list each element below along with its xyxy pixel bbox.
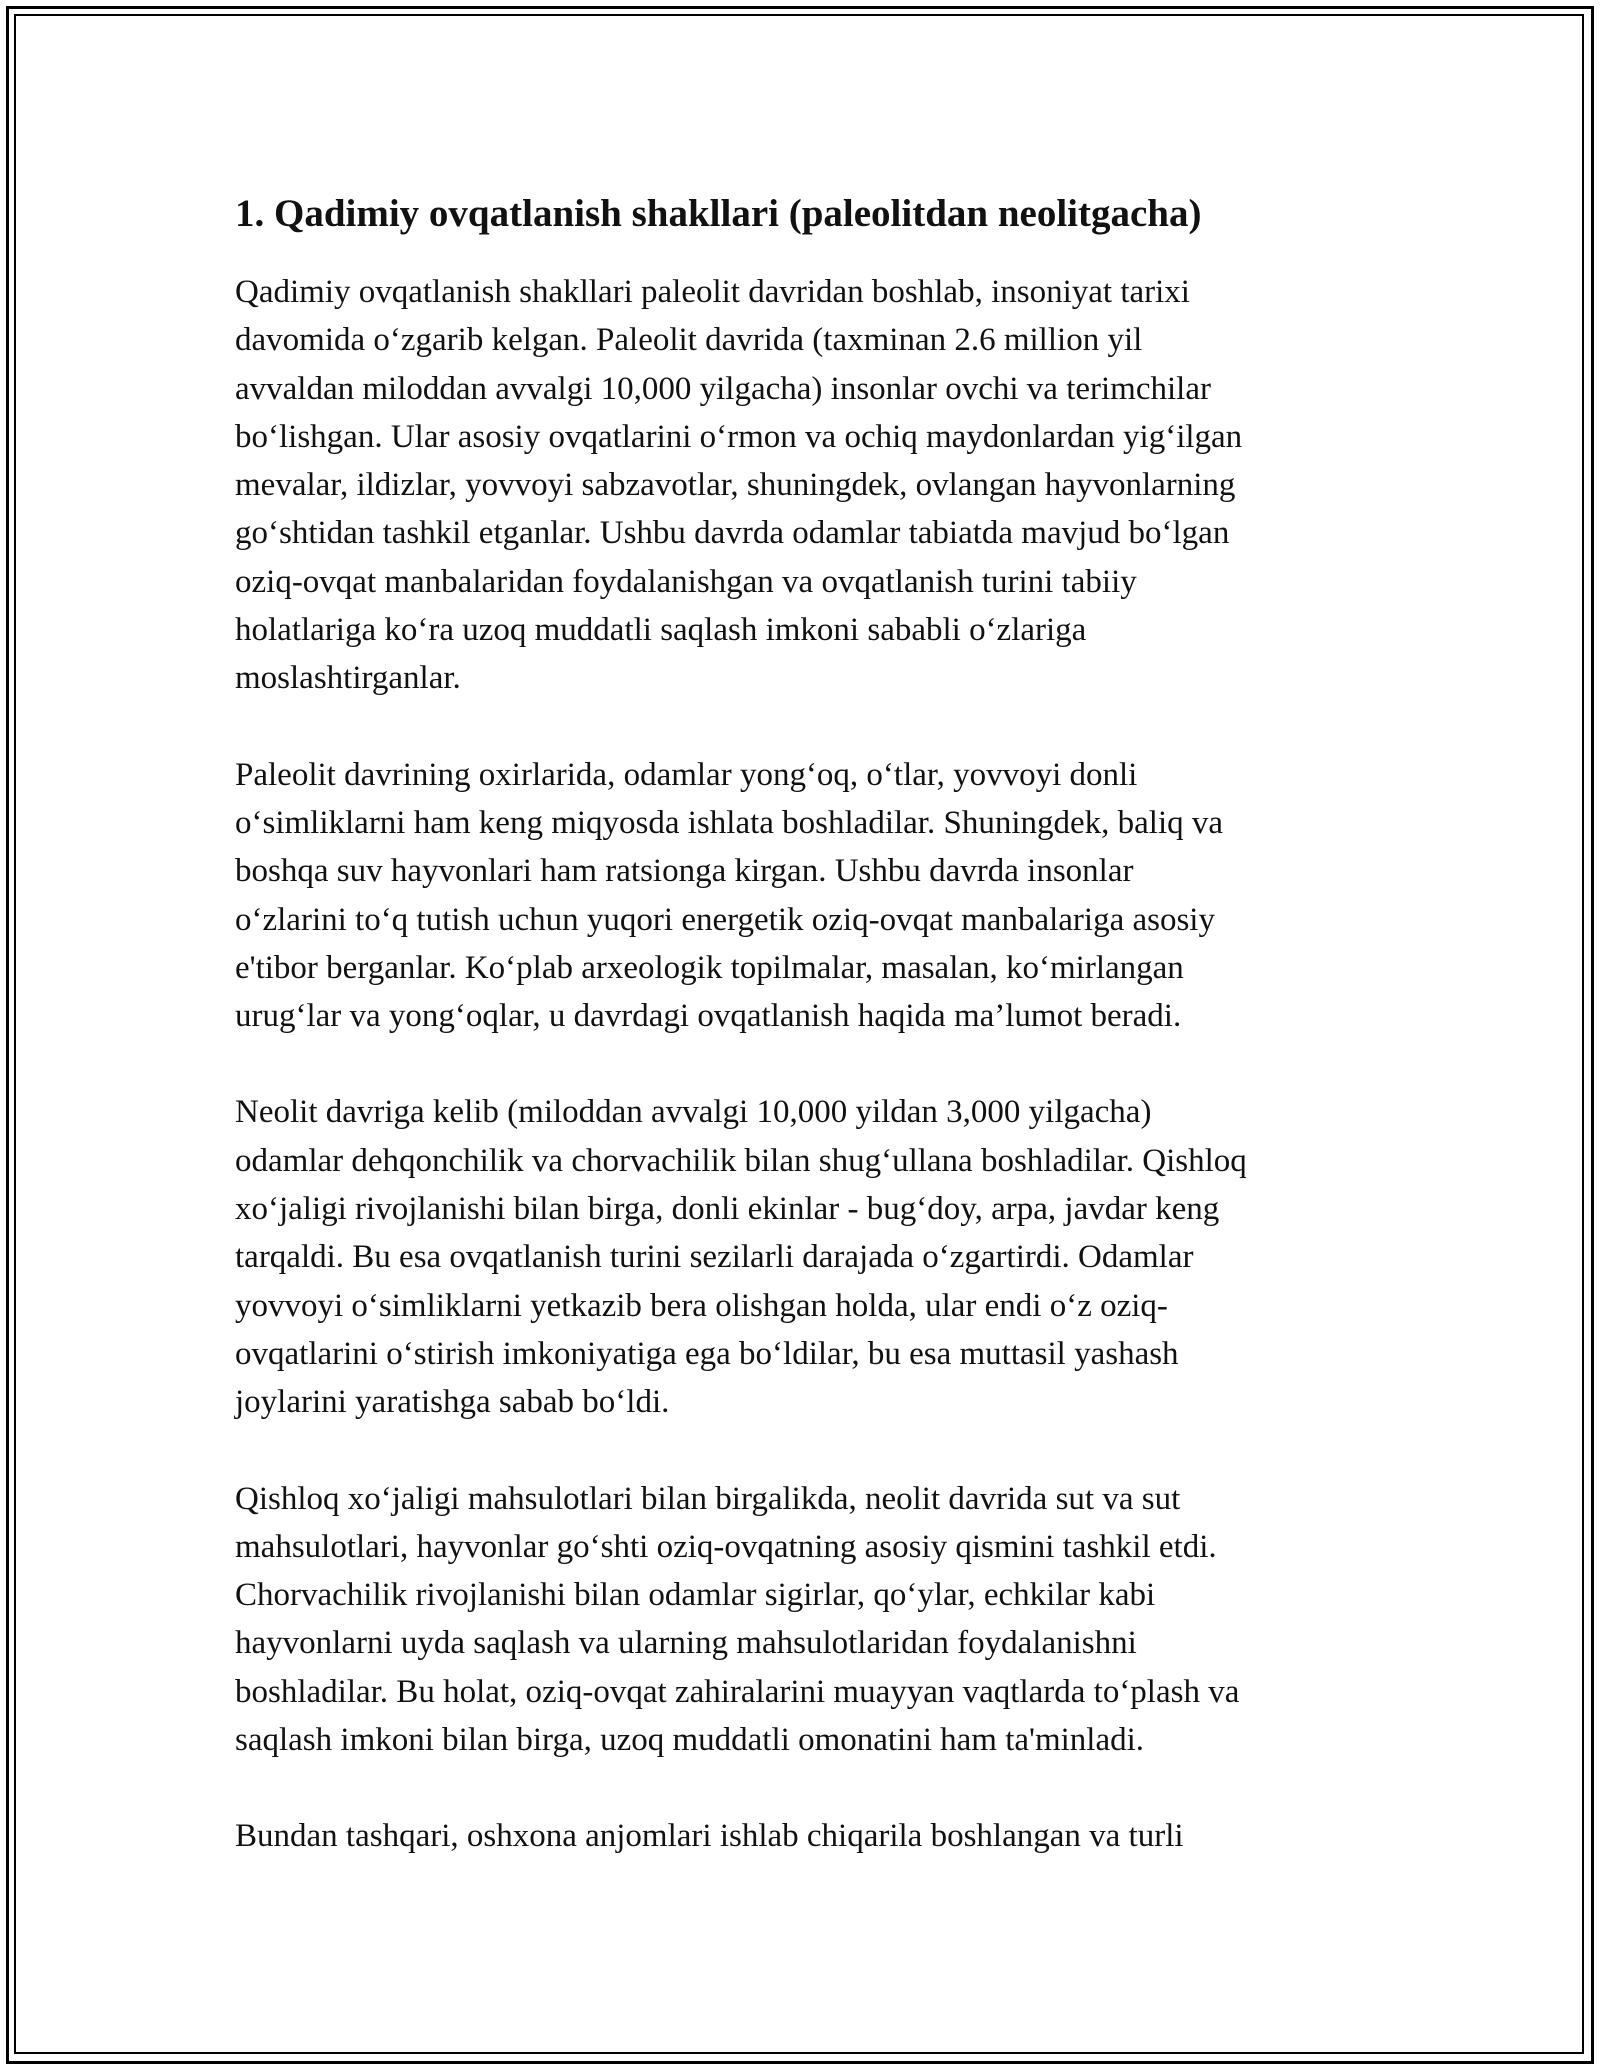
text-line: Chorvachilik rivojlanishi bilan odamlar sigirlar, qo‘ylar, echkilar kabi: [235, 1577, 1156, 1614]
text-line: saqlash imkoni bilan birga, uzoq muddatli omonatini ham ta'minladi.: [235, 1722, 1145, 1759]
text-line: yovvoyi o‘simliklarni yetkazib bera olishgan holda, ular endi o‘z oziq-: [235, 1287, 1168, 1324]
text-line: Paleolit davrining oxirlarida, odamlar yong‘oq, o‘tlar, yovvoyi donli: [235, 756, 1138, 793]
text-line: Qishloq xo‘jaligi mahsulotlari bilan birgalikda, neolit davrida sut va sut: [235, 1480, 1181, 1517]
text-line: Bundan tashqari, oshxona anjomlari ishlab chiqarila boshlangan va turli: [235, 1818, 1184, 1855]
text-line: o‘zlarini to‘q tutish uchun yuqori energetik oziq-ovqat manbalariga asosiy: [235, 901, 1215, 938]
text-line: joylarini yaratishga sabab bo‘ldi.: [235, 1384, 670, 1421]
text-line: ovqatlarini o‘stirish imkoniyatiga ega bo‘ldilar, bu esa muttasil yashash: [235, 1335, 1179, 1372]
text-line: go‘shtidan tashkil etganlar. Ushbu davrda odamlar tabiatda mavjud bo‘lgan: [235, 515, 1230, 552]
paragraph-1: [235, 268, 1395, 703]
text-line: urug‘lar va yong‘oqlar, u davrdagi ovqatlanish haqida ma’lumot beradi.: [235, 998, 1182, 1035]
paragraph-5: [235, 1812, 1395, 1860]
text-line: Neolit davriga kelib (miloddan avvalgi 10,000 yildan 3,000 yilgacha): [235, 1094, 1152, 1131]
text-line: boshqa suv hayvonlari ham ratsionga kirgan. Ushbu davrda insonlar: [235, 853, 1134, 890]
text-line: mevalar, ildizlar, yovvoyi sabzavotlar, shuningdek, ovlangan hayvonlarning: [235, 467, 1236, 504]
text-line: oziq-ovqat manbalaridan foydalanishgan va ovqatlanish turini tabiiy: [235, 563, 1137, 600]
text-line: e'tibor berganlar. Ko‘plab arxeologik topilmalar, masalan, ko‘mirlangan: [235, 949, 1184, 986]
text-line: odamlar dehqonchilik va chorvachilik bilan shug‘ullana boshladilar. Qishloq: [235, 1142, 1247, 1179]
text-line: mahsulotlari, hayvonlar go‘shti oziq-ovqatning asosiy qismini tashkil etdi.: [235, 1528, 1217, 1565]
text-line: holatlariga ko‘ra uzoq muddatli saqlash imkoni sababli o‘zlariga: [235, 612, 1087, 649]
text-line: avvaldan miloddan avvalgi 10,000 yilgacha) insonlar ovchi va terimchilar: [235, 370, 1211, 407]
text-line: hayvonlarni uyda saqlash va ularning mahsulotlaridan foydalanishni: [235, 1625, 1137, 1662]
text-line: moslashtirganlar.: [235, 660, 461, 697]
text-line: bo‘lishgan. Ular asosiy ovqatlarini o‘rmon va ochiq maydonlardan yig‘ilgan: [235, 418, 1243, 455]
text-line: xo‘jaligi rivojlanishi bilan birga, donli ekinlar - bug‘doy, arpa, javdar keng: [235, 1191, 1220, 1228]
paragraph-3: [235, 1088, 1395, 1426]
text-line: tarqaldi. Bu esa ovqatlanish turini sezilarli darajada o‘zgartirdi. Odamlar: [235, 1239, 1194, 1276]
section-heading: 1. Qadimiy ovqatlanish shakllari (paleolitdan neolitgacha): [235, 192, 1202, 235]
text-line: o‘simliklarni ham keng miqyosda ishlata boshladilar. Shuningdek, baliq va: [235, 804, 1224, 841]
text-line: davomida o‘zgarib kelgan. Paleolit davrida (taxminan 2.6 million yil: [235, 322, 1143, 359]
paragraph-4: [235, 1475, 1395, 1765]
text-line: boshladilar. Bu holat, oziq-ovqat zahiralarini muayyan vaqtlarda to‘plash va: [235, 1673, 1240, 1710]
paragraph-2: [235, 751, 1395, 1041]
text-line: Qadimiy ovqatlanish shakllari paleolit davridan boshlab, insoniyat tarixi: [235, 274, 1190, 310]
document-body: [235, 186, 1395, 1909]
